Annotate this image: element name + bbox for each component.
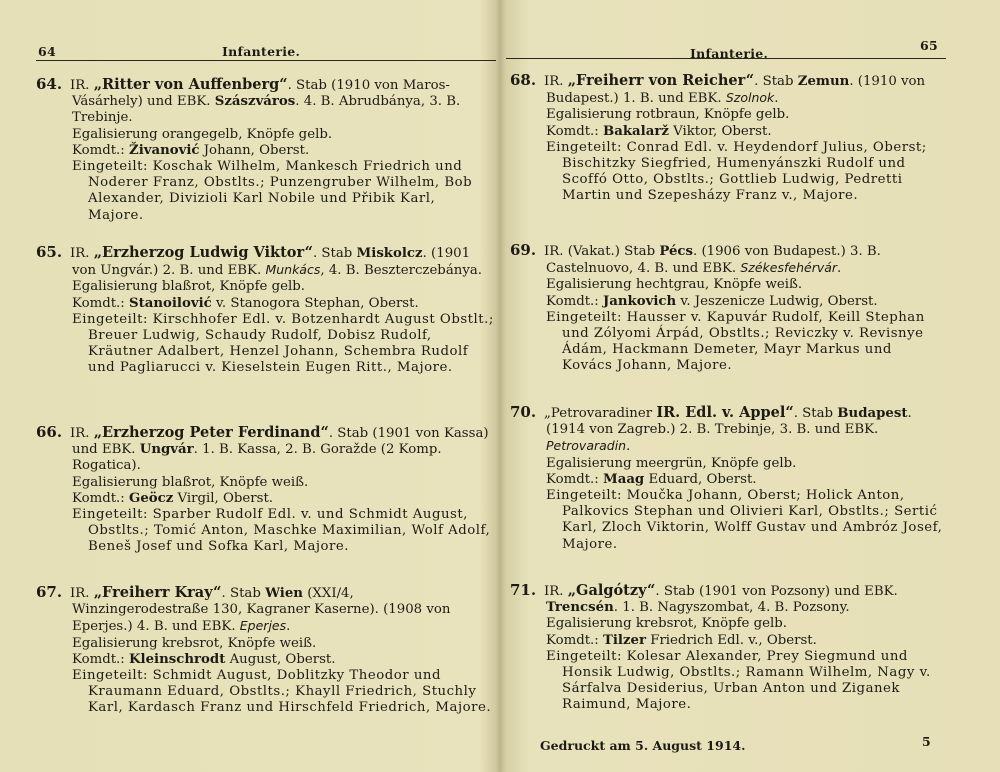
eingeteilt: Eingeteilt: Moučka Johann, Oberst; Holick Anton, Palkovics Stephan und Olivieri Karl, Obstlts.; Sertić Karl, Zloch Viktorin, Wolff Gustav und Ambróz Josef, Majore. — [546, 488, 943, 552]
regiment-name: „Galgótzy“ — [567, 582, 656, 599]
regiment-entry-66: 66. IR. „Erzherzog Peter Ferdinand“. Stab (1901 von Kassa) und EBK. Ungvár. 1. B. Kassa, 2. B. Goražde (2 Komp. Rogatica). Egalisierung blaßrot, Knöpfe weiß. Komdt.: Geöcz Virgil, Oberst. Eingeteilt: Sparber Rudolf Edl. v. und Schmidt August, Obstlts.; Tomić Anton, Maschke Maximilian, Wolf Adolf, Beneš Josef und Sofka Karl, Majore. — [36, 424, 494, 556]
entry-number: 67. — [36, 583, 63, 601]
entry-number: 65. — [36, 243, 63, 261]
page-number: 64 — [38, 44, 56, 59]
page-number: 65 — [920, 38, 938, 53]
eingeteilt: Eingeteilt: Hausser v. Kapuvár Rudolf, Keill Stephan und Zólyomi Árpád, Obstlts.; Reviczky v. Revisnye Ádám, Hackmann Demeter, Mayr Markus und Kovács Johann, Majore. — [546, 309, 925, 374]
regiment-entry-67: 67. IR. „Freiherr Kray“. Stab Wien (XXI/4, Winzingerodestraße 130, Kagraner Kaserne). (1908 von Eperjes.) 4. B. und EBK. Eperjes. Egalisierung krebsrot, Knöpfe weiß. Komdt.: Kleinschrodt August, Oberst. Eingeteilt: Schmidt August, Doblitzky Theodor und Kraumann Eduard, Obstlts.; Khayll Friedrich, Stuchly Karl, Kardasch Franz und Hirschfeld Friedrich, Majore. — [36, 584, 494, 717]
regiment-entry-69: 69. IR. (Vakat.) Stab Pécs. (1906 von Budapest.) 3. B. Castelnuovo, 4. B. und EBK. Székesfehérvár. Egalisierung hechtgrau, Knöpfe weiß. Komdt.: Jankovich v. Jeszenicze Ludwig, Oberst. Eingeteilt: Hausser v. Kapuvár Rudolf, Keill Stephan und Zólyomi Árpád, Obstlts.; Reviczky v. Revisnye Ádám, Hackmann Demeter, Mayr Markus und Kovács Johann, Majore. — [510, 242, 946, 375]
egalisierung: Egalisierung blaßrot, Knöpfe gelb. — [72, 279, 305, 295]
eingeteilt: Eingeteilt: Kolesar Alexander, Prey Siegmund und Honsik Ludwig, Obstlts.; Ramann Wilhelm, Nagy v. Sárfalva Desiderius, Urban Anton und Ziganek Raimund, Majore. — [546, 648, 931, 713]
header-rule — [36, 60, 496, 61]
garrison: Szászváros — [214, 94, 296, 110]
regiment-entry-71: 71. IR. „Galgótzy“. Stab (1901 von Pozsony) und EBK. Trencsén. 1. B. Nagyszombat, 4. B. Pozsony. Egalisierung krebsrot, Knöpfe gelb. Komdt.: Tilzer Friedrich Edl. v., Oberst. Eingeteilt: Kolesar Alexander, Prey Siegmund und Honsik Ludwig, Obstlts.; Ramann Wilhelm, Nagy v. Sárfalva Desiderius, Urban Anton und Ziganek Raimund, Majore. — [510, 582, 946, 714]
garrison: Ungvár — [139, 442, 194, 458]
entry-number: 69. — [510, 241, 537, 259]
egalisierung: Egalisierung krebsrot, Knöpfe weiß. — [72, 635, 317, 651]
egalisierung: Egalisierung blaßrot, Knöpfe weiß. — [72, 474, 309, 490]
regiment-name: „Erzherzog Ludwig Viktor“ — [93, 244, 313, 261]
header-rule — [506, 58, 946, 59]
garrison: Pécs — [659, 244, 693, 259]
egalisierung: Egalisierung krebsrot, Knöpfe gelb. — [546, 616, 787, 632]
regiment-name: „Freiherr Kray“ — [93, 584, 222, 601]
kommandant: Komdt.: Geöcz Virgil, Oberst. — [72, 490, 274, 506]
egalisierung: Egalisierung hechtgrau, Knöpfe weiß. — [546, 277, 803, 293]
entry-number: 70. — [510, 403, 537, 421]
regiment-name: „Ritter von Auffenberg“ — [93, 76, 288, 93]
regiment-entry-65: 65. IR. „Erzherzog Ludwig Viktor“. Stab Miskolcz. (1901 von Ungvár.) 2. B. und EBK. Munkács, 4. B. Beszterczebánya. Egalisierung blaßrot, Knöpfe gelb. Komdt.: Stanoilović v. Stanogora Stephan, Oberst. Eingeteilt: Kirschhofer Edl. v. Botzenhardt August Obstlt.; Breuer Ludwig, Schaudy Rudolf, Dobisz Rudolf, Kräutner Adalbert, Henzel Johann, Schembra Rudolf und Pagliarucci v. Kieselstein Eugen Ritt., Majore. — [36, 243, 494, 376]
regiment-name: IR. Edl. v. Appel“ — [656, 404, 794, 421]
printed-date: Gedruckt am 5. August 1914. — [540, 738, 746, 753]
eingeteilt: Eingeteilt: Koschak Wilhelm, Mankesch Friedrich und Noderer Franz, Obstlts.; Punzengruber Wilhelm, Bob Alexander, Divizioli Karl Nobile und Přibik Karl, Majore. — [72, 159, 473, 223]
eingeteilt: Eingeteilt: Conrad Edl. v. Heydendorf Julius, Oberst; Bischitzky Siegfried, Humenyánszki Rudolf und Scoffó Otto, Obstlts.; Gottlieb Ludwig, Pedretti Martin und Szepesházy Franz v., Majore. — [546, 139, 927, 204]
kommandant: Komdt.: Živanović Johann, Oberst. — [72, 142, 310, 158]
kommandant: Komdt.: Maag Eduard, Oberst. — [546, 471, 757, 487]
entry-number: 64. — [36, 75, 63, 93]
left-page — [0, 0, 498, 772]
eingeteilt: Eingeteilt: Sparber Rudolf Edl. v. und Schmidt August, Obstlts.; Tomić Anton, Maschke Maximilian, Wolf Adolf, Beneš Josef und Sofka Karl, Majore. — [72, 507, 491, 555]
entry-number: 66. — [36, 423, 63, 441]
eingeteilt: Eingeteilt: Schmidt August, Doblitzky Theodor und Kraumann Eduard, Obstlts.; Khayll Friedrich, Stuchly Karl, Kardasch Franz und Hirschfeld Friedrich, Majore. — [72, 668, 492, 716]
entry-number: 71. — [510, 581, 537, 599]
regiment-name: „Freiherr von Reicher“ — [567, 72, 755, 89]
egalisierung: Egalisierung rotbraun, Knöpfe gelb. — [546, 107, 790, 123]
sheet-number: 5 — [922, 734, 931, 749]
regiment-entry-70: 70. „Petrovaradiner IR. Edl. v. Appel“. Stab Budapest. (1914 von Zagreb.) 2. B. Trebinje, 3. B. und EBK. Petrovaradin. Egalisierung meergrün, Knöpfe gelb. Komdt.: Maag Eduard, Oberst. Eingeteilt: Moučka Johann, Oberst; Holick Anton, Palkovics Stephan und Olivieri Karl, Obstlts.; Sertić Karl, Zloch Viktorin, Wolff Gustav und Ambróz Josef, Majore. — [510, 404, 946, 553]
eingeteilt: Eingeteilt: Kirschhofer Edl. v. Botzenhardt August Obstlt.; Breuer Ludwig, Schaudy Rudolf, Dobisz Rudolf, Kräutner Adalbert, Henzel Johann, Schembra Rudolf und Pagliarucci v. Kieselstein Eugen Ritt., Majore. — [72, 311, 494, 376]
running-head: Infanterie. — [222, 44, 301, 59]
kommandant: Komdt.: Kleinschrodt August, Oberst. — [72, 651, 336, 667]
garrison: Miskolcz — [356, 246, 423, 261]
entry-number: 68. — [510, 71, 537, 89]
kommandant: Komdt.: Jankovich v. Jeszenicze Ludwig, Oberst. — [546, 293, 878, 309]
egalisierung: Egalisierung meergrün, Knöpfe gelb. — [546, 455, 797, 471]
garrison: Trencsén — [546, 600, 614, 616]
garrison: Zemun — [797, 74, 850, 89]
kommandant: Komdt.: Bakalarž Viktor, Oberst. — [546, 123, 772, 139]
kommandant: Komdt.: Stanoilović v. Stanogora Stephan, Oberst. — [72, 295, 419, 311]
right-page — [502, 0, 1000, 772]
garrison: Wien — [265, 586, 303, 601]
egalisierung: Egalisierung orangegelb, Knöpfe gelb. — [72, 126, 333, 142]
running-head: Infanterie. — [690, 46, 769, 61]
kommandant: Komdt.: Tilzer Friedrich Edl. v., Oberst. — [546, 632, 817, 648]
garrison: Budapest — [837, 406, 908, 421]
regiment-entry-68: 68. IR. „Freiherr von Reicher“. Stab Zemun. (1910 von Budapest.) 1. B. und EBK. Szolnok. Egalisierung rotbraun, Knöpfe gelb. Komdt.: Bakalarž Viktor, Oberst. Eingeteilt: Conrad Edl. v. Heydendorf Julius, Oberst; Bischitzky Siegfried, Humenyánszki Rudolf und Scoffó Otto, Obstlts.; Gottlieb Ludwig, Pedretti Martin und Szepesházy Franz v., Majore. — [510, 72, 946, 205]
regiment-name: „Erzherzog Peter Ferdinand“ — [93, 424, 329, 441]
regiment-entry-64: 64. IR. „Ritter von Auffenberg“. Stab (1910 von Maros-Vásárhely) und EBK. Szászváros. 4. B. Abrudbánya, 3. B. Trebinje. Egalisierung orangegelb, Knöpfe gelb. Komdt.: Živanović Johann, Oberst. Eingeteilt: Koschak Wilhelm, Mankesch Friedrich und Noderer Franz, Obstlts.; Punzengruber Wilhelm, Bob Alexander, Divizioli Karl Nobile und Přibik Karl, Majore. — [36, 76, 494, 224]
